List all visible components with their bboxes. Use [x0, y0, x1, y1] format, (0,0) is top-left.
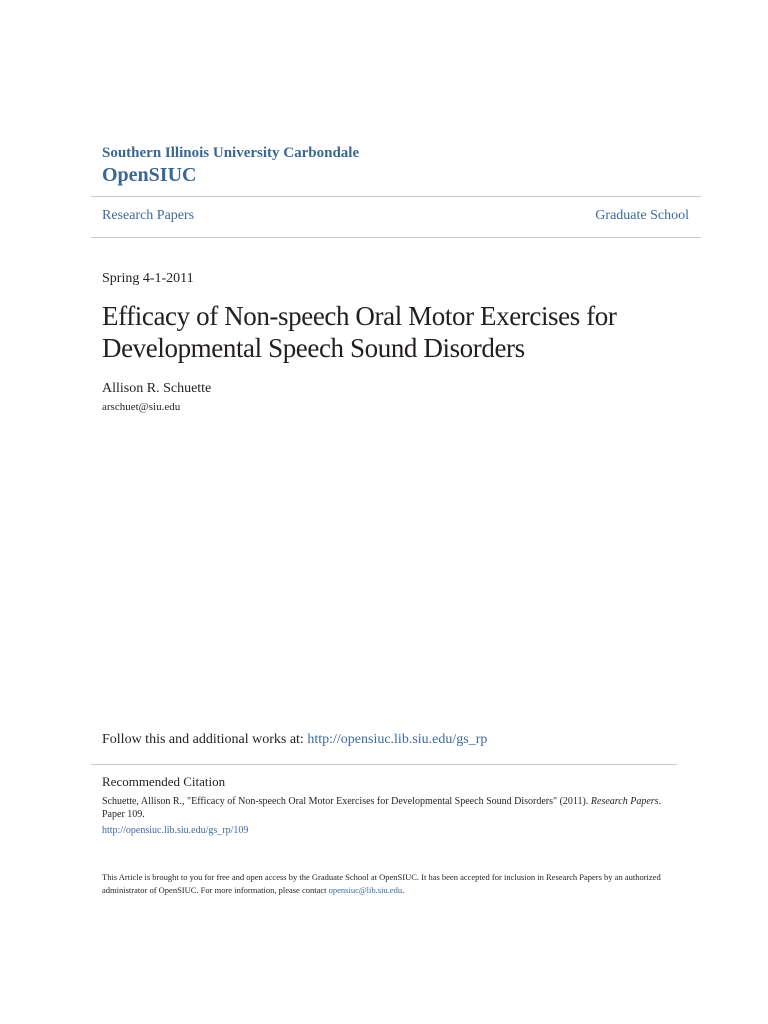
citation-divider: [91, 764, 677, 765]
citation-journal: Research Papers: [590, 796, 659, 807]
follow-line: [102, 731, 487, 749]
citation-url-link[interactable]: http://opensiuc.lib.siu.edu/gs_rp/109: [102, 825, 249, 836]
access-notice: [102, 871, 672, 897]
institution-name: Southern Illinois University Carbondale: [102, 145, 360, 161]
citation-text: [102, 795, 662, 821]
citation-heading: Recommended Citation: [102, 774, 226, 789]
author-email: arschuet@siu.edu: [102, 401, 181, 413]
notice-end: .: [402, 885, 405, 895]
author-name: Allison R. Schuette: [102, 381, 212, 396]
header-divider-top: [91, 196, 701, 197]
follow-label: Follow this and additional works at:: [102, 732, 304, 747]
citation-body: Schuette, Allison R., "Efficacy of Non-speech Oral Motor Exercises for Developmental Speech Sound Disorders" (2011).: [102, 796, 589, 807]
contact-email-link[interactable]: opensiuc@lib.siu.edu: [328, 885, 403, 895]
department-link[interactable]: Graduate School: [595, 208, 689, 223]
header-divider-bottom: [91, 237, 701, 238]
notice-text: This Article is brought to you for free and open access by the Graduate School at OpenSIUC. It has been accepted for inclusion in Research Papers by an authorized administrator of OpenSIUC. For more information, please contact: [102, 872, 661, 895]
article-title: Efficacy of Non-speech Oral Motor Exercises for Developmental Speech Sound Disorders: [102, 301, 617, 363]
publication-date: Spring 4-1-2011: [102, 271, 194, 286]
citation-paper: . Paper 109.: [102, 796, 662, 820]
repository-header: [102, 145, 359, 187]
repository-name: OpenSIUC: [102, 164, 197, 186]
follow-url-link[interactable]: http://opensiuc.lib.siu.edu/gs_rp: [307, 732, 488, 747]
collection-link[interactable]: Research Papers: [102, 208, 195, 223]
